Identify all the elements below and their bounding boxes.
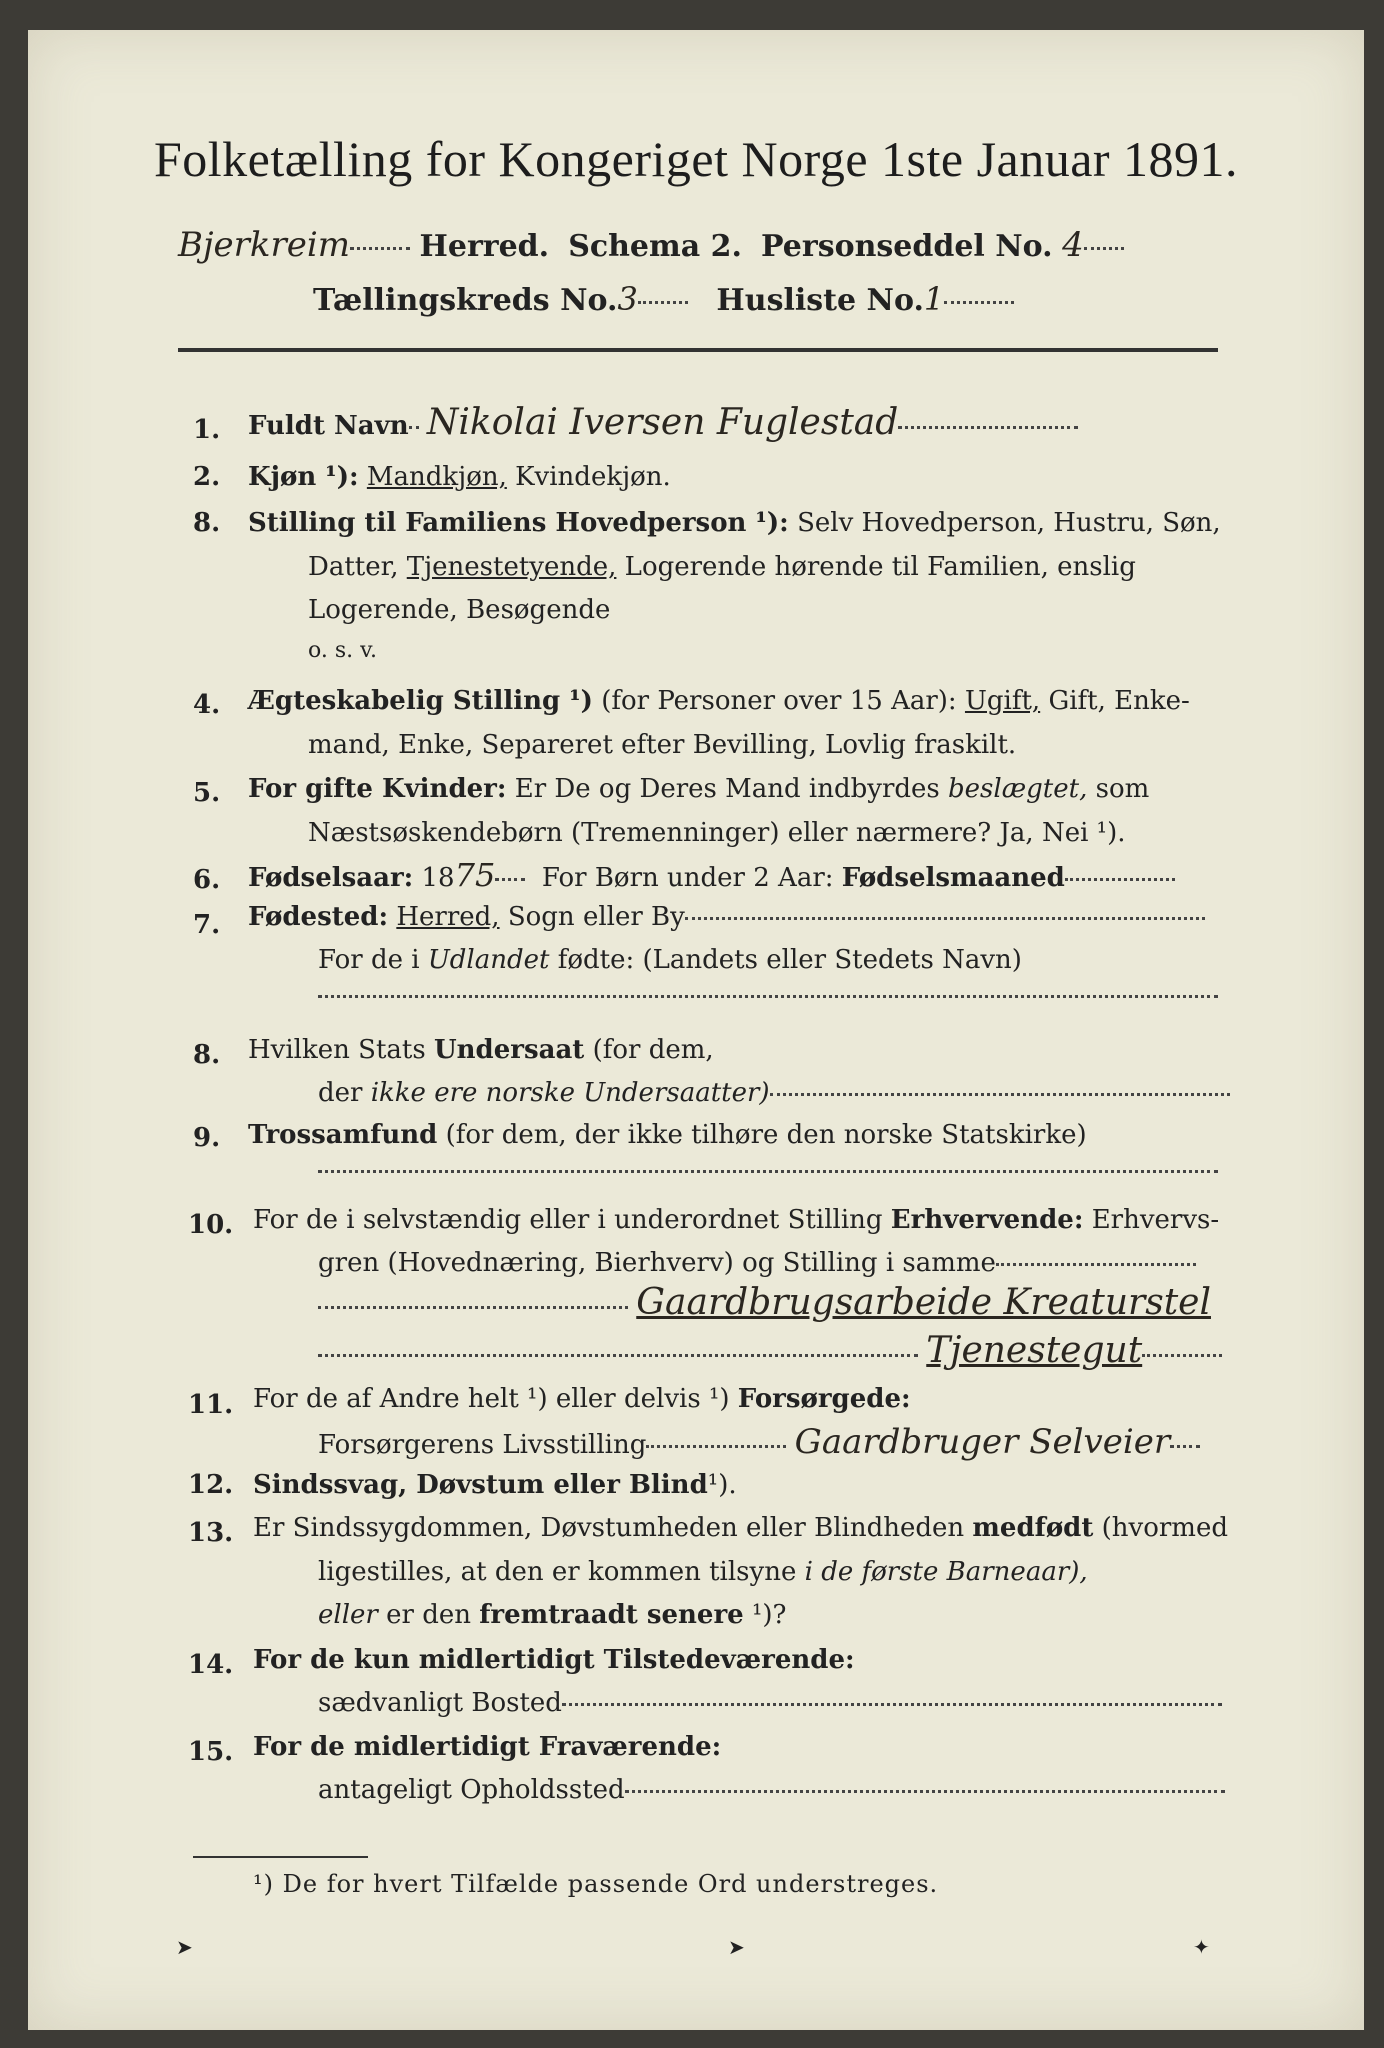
q14-text-2: sædvanligt Bosted bbox=[318, 1688, 562, 1718]
q13-number: 13. bbox=[188, 1518, 234, 1548]
q3-text-2a: Datter, bbox=[308, 552, 399, 582]
footnote: ¹) De for hvert Tilfælde passende Ord understreges. bbox=[253, 1870, 939, 1898]
q4-text-1a: (for Personer over 15 Aar): bbox=[601, 686, 957, 716]
q6-label: Fødselsaar: bbox=[248, 863, 414, 893]
q3-text-4: o. s. v. bbox=[308, 638, 377, 663]
q7-line-2 bbox=[318, 945, 1022, 975]
q7-blank-line bbox=[318, 980, 1218, 1010]
q13-text-2a: ligestilles, at den er kommen tilsyne bbox=[318, 1557, 797, 1587]
q8-label-b: Undersaat bbox=[433, 1035, 585, 1065]
herred-value: Bjerkreim bbox=[178, 225, 350, 265]
q3-line-1 bbox=[248, 508, 1221, 538]
q11-text-1b: Forsørgede: bbox=[737, 1384, 911, 1414]
q13-text-1a: Er Sindssygdommen, Døvstumheden eller Blindheden bbox=[253, 1513, 965, 1543]
census-form bbox=[28, 30, 1364, 2030]
q15-text-2: antageligt Opholdssted bbox=[318, 1775, 625, 1805]
q4-number: 4. bbox=[193, 690, 221, 720]
q15-line-2 bbox=[318, 1775, 1225, 1805]
q13-text-3b: er den bbox=[386, 1600, 471, 1630]
corner-mark-left: ➤ bbox=[176, 1935, 193, 1959]
q11-line-1 bbox=[253, 1384, 911, 1414]
q2-option-female: Kvindekjøn. bbox=[515, 462, 671, 492]
q12-suffix: ¹). bbox=[707, 1470, 737, 1500]
q10-number: 10. bbox=[188, 1210, 234, 1240]
q4-text-1b: Ugift, bbox=[964, 686, 1041, 716]
q10-line-4 bbox=[318, 1330, 1222, 1371]
q13-line-2 bbox=[318, 1557, 1088, 1587]
q4-text-2: mand, Enke, Separeret efter Bevilling, Lovlig fraskilt. bbox=[308, 730, 1017, 760]
q2-number: 2. bbox=[193, 462, 221, 492]
q8-label: Hvilken Stats bbox=[248, 1035, 426, 1065]
q1-value: Nikolai Iversen Fuglestad bbox=[426, 402, 899, 443]
corner-mark-right: ✦ bbox=[1193, 1935, 1210, 1959]
q4-line-1 bbox=[248, 686, 1190, 716]
q6-prefix: 18 bbox=[421, 863, 455, 893]
q2-label: Kjøn ¹): bbox=[248, 462, 359, 492]
q8-text-1: (for dem, bbox=[592, 1035, 714, 1065]
q9-label: Trossamfund bbox=[248, 1120, 438, 1150]
q7-number: 7. bbox=[193, 910, 221, 940]
q3-text-2b: Tjenestetyende, bbox=[406, 552, 617, 582]
q15-label-text: For de midlertidigt Fraværende: bbox=[253, 1732, 722, 1762]
personseddel-value: 4 bbox=[1062, 225, 1084, 265]
q1-line bbox=[248, 402, 1078, 443]
q12-number: 12. bbox=[188, 1470, 234, 1500]
q5-text-1c: som bbox=[1095, 774, 1150, 804]
q5-number: 5. bbox=[193, 778, 221, 808]
q8-text-2a: der bbox=[318, 1078, 363, 1108]
q10-line-3 bbox=[318, 1282, 1211, 1323]
form-title: Folketælling for Kongeriget Norge 1ste Januar 1891. bbox=[153, 131, 1239, 187]
q11-text-2: Forsørgerens Livsstilling bbox=[318, 1430, 647, 1460]
q3-number: 8. bbox=[193, 508, 221, 538]
footnote-rule bbox=[193, 1856, 368, 1858]
q13-line-1 bbox=[253, 1513, 1228, 1543]
q2-line bbox=[248, 462, 671, 492]
q7-option-herred: Herred, bbox=[396, 902, 500, 932]
header-line-2 bbox=[313, 280, 1014, 318]
q8-line-1 bbox=[248, 1035, 714, 1065]
q15-number: 15. bbox=[188, 1737, 234, 1767]
q1-number: 1. bbox=[193, 415, 221, 445]
q5-line-1 bbox=[248, 774, 1149, 804]
q4-label: Ægteskabelig Stilling ¹) bbox=[248, 686, 593, 716]
q2-option-male: Mandkjøn, bbox=[366, 462, 507, 492]
q7-text-2b: Udlandet bbox=[427, 945, 550, 975]
q10-text-1c: Erhvervs- bbox=[1091, 1205, 1220, 1235]
q10-text-1b: Erhvervende: bbox=[890, 1205, 1084, 1235]
q12-label: Sindssvag, Døvstum eller Blind bbox=[253, 1470, 708, 1500]
q6-text-2b: Fødselsmaaned bbox=[841, 863, 1065, 893]
q9-text-1: (for dem, der ikke tilhøre den norske Statskirke) bbox=[445, 1120, 1087, 1150]
q3-text-1: Selv Hovedperson, Hustru, Søn, bbox=[797, 508, 1221, 538]
q13-line-3 bbox=[318, 1600, 786, 1630]
q11-text-1a: For de af Andre helt ¹) eller delvis ¹) bbox=[253, 1384, 730, 1414]
q8-number: 8. bbox=[193, 1040, 221, 1070]
q14-label-text: For de kun midlertidigt Tilstedeværende: bbox=[253, 1645, 855, 1675]
header-line-1 bbox=[178, 225, 1124, 265]
q13-text-3d: ¹)? bbox=[751, 1600, 787, 1630]
q11-value: Gaardbruger Selveier bbox=[794, 1422, 1171, 1462]
kreds-value: 3 bbox=[617, 280, 638, 318]
q10-line-2 bbox=[318, 1248, 1196, 1278]
q4-text-1c: Gift, Enke- bbox=[1048, 686, 1190, 716]
herred-label: Herred. bbox=[419, 229, 550, 264]
q8-text-2b: ikke ere norske Undersaatter) bbox=[370, 1078, 770, 1108]
q14-line-2 bbox=[318, 1688, 1222, 1718]
q7-text-2c: fødte: (Landets eller Stedets Navn) bbox=[557, 945, 1022, 975]
q5-text-2: Næstsøskendebørn (Tremenninger) eller nærmere? Ja, Nei ¹). bbox=[308, 818, 1126, 848]
q5-text-1b: beslægtet, bbox=[948, 774, 1088, 804]
husliste-value: 1 bbox=[923, 280, 945, 318]
q3-label: Stilling til Familiens Hovedperson ¹): bbox=[248, 508, 789, 538]
q13-text-1b: medfødt bbox=[972, 1513, 1094, 1543]
q13-text-1c: (hvormed bbox=[1101, 1513, 1228, 1543]
q10-line-1 bbox=[253, 1205, 1219, 1235]
q10-value-2: Tjenestegut bbox=[926, 1330, 1143, 1371]
q3-line-2 bbox=[308, 552, 1136, 582]
q11-number: 11. bbox=[188, 1390, 234, 1420]
q5-text-1a: Er De og Deres Mand indbyrdes bbox=[514, 774, 940, 804]
q7-label: Fødested: bbox=[248, 902, 389, 932]
q13-text-3c: fremtraadt senere bbox=[479, 1600, 744, 1630]
q3-text-3: Logerende, Besøgende bbox=[308, 595, 611, 625]
q14-label bbox=[253, 1645, 855, 1675]
q7-text-2a: For de i bbox=[318, 945, 420, 975]
q15-label bbox=[253, 1732, 721, 1762]
q6-number: 6. bbox=[193, 865, 221, 895]
q8-line-2 bbox=[318, 1078, 1230, 1108]
kreds-label: Tællingskreds No. bbox=[313, 283, 618, 318]
q9-blank-line bbox=[318, 1155, 1218, 1185]
q10-value-1: Gaardbrugsarbeide Kreaturstel bbox=[636, 1282, 1211, 1323]
q12-line bbox=[253, 1470, 737, 1500]
husliste-label: Husliste No. bbox=[716, 283, 924, 318]
q9-number: 9. bbox=[193, 1123, 221, 1153]
q7-text-1: Sogn eller By bbox=[507, 902, 685, 932]
q5-label: For gifte Kvinder: bbox=[248, 774, 507, 804]
q1-label: Fuldt Navn bbox=[248, 411, 409, 441]
header-rule bbox=[178, 348, 1218, 352]
q10-text-1a: For de i selvstændig eller i underordnet Stilling bbox=[253, 1205, 883, 1235]
q13-text-2b: i de første Barneaar), bbox=[804, 1557, 1088, 1587]
q13-text-3a: eller bbox=[318, 1600, 378, 1630]
q6-value: 75 bbox=[454, 856, 496, 894]
q7-line-1 bbox=[248, 902, 1205, 932]
q11-line-2 bbox=[318, 1422, 1200, 1462]
personseddel-label: Personseddel No. bbox=[761, 229, 1053, 264]
corner-mark-center: ➤ bbox=[728, 1935, 745, 1959]
schema-label: Schema 2. bbox=[568, 229, 742, 264]
q6-line bbox=[248, 856, 1175, 894]
q3-text-2c: Logerende hørende til Familien, enslig bbox=[624, 552, 1136, 582]
q6-text-2: For Børn under 2 Aar: bbox=[541, 863, 834, 893]
q14-number: 14. bbox=[188, 1650, 234, 1680]
q10-text-2: gren (Hovednæring, Bierhverv) og Stilling i samme bbox=[318, 1248, 996, 1278]
q9-line-1 bbox=[248, 1120, 1087, 1150]
